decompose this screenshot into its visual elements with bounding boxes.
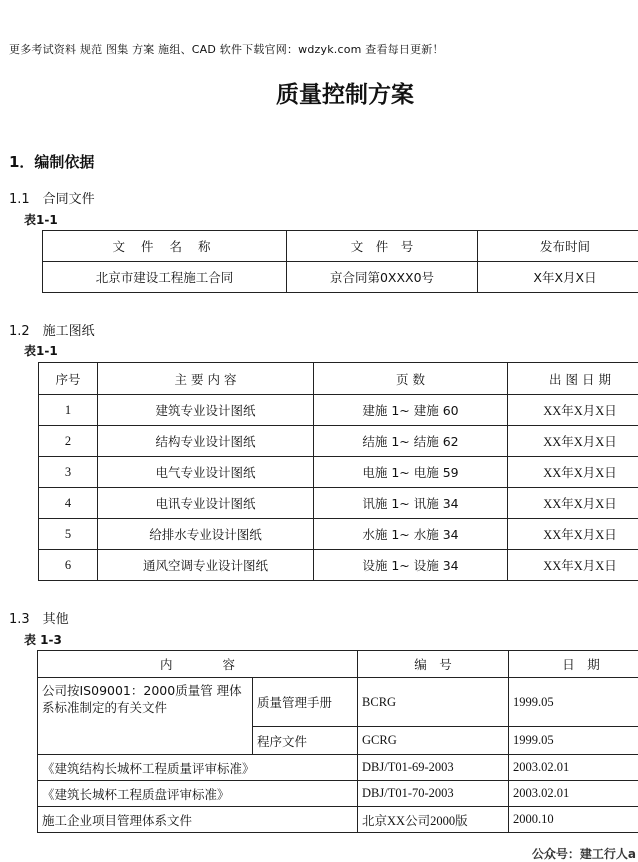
table-row [39,550,638,581]
table-cell: 给排水专业设计图纸 [98,519,314,550]
page-title: 质量控制方案 [0,76,638,109]
table-label-1-1: 表1-1 [24,211,58,228]
table-row [38,755,638,781]
table-cell: 1999.05 [509,727,638,755]
table-cell: 电施 1~ 电施 59 [314,457,508,488]
table-header-cell: 日 期 [509,651,638,678]
table-cell: DBJ/T01-70-2003 [358,781,509,807]
table-header-cell: 编 号 [358,651,509,678]
table-cell: XX年X月X日 [508,550,638,581]
table-row [43,262,638,293]
table-header-cell: 文 件 号 [287,231,478,262]
table-cell: 通风空调专业设计图纸 [98,550,314,581]
table-cell: 2000.10 [509,807,638,833]
table-cell: XX年X月X日 [508,395,638,426]
table-row [39,426,638,457]
table-cell: 建施 1~ 建施 60 [314,395,508,426]
table-cell: 《建筑结构长城杯工程质量评审标准》 [38,755,358,781]
other-docs-table [37,650,638,833]
table-cell: DBJ/T01-69-2003 [358,755,509,781]
table-header-cell: 文 件 名 称 [43,231,287,262]
table-row [38,807,638,833]
table-row [38,781,638,807]
table-cell: GCRG [358,727,509,755]
table-cell: 1 [39,395,98,426]
table-row [38,678,638,727]
contract-table [42,230,638,293]
table-row [39,457,638,488]
section-heading-1-1: 1.1 合同文件 [9,188,95,207]
table-cell: 公司按IS09001：2000质量管 理体系标准制定的有关文件 [38,678,253,755]
table-cell: 3 [39,457,98,488]
table-cell: BCRG [358,678,509,727]
table-cell: 京合同第0XXX0号 [287,262,478,293]
table-cell: 6 [39,550,98,581]
table-cell: 2003.02.01 [509,781,638,807]
table-cell: XX年X月X日 [508,426,638,457]
section-heading-1: 1．编制依据 [9,151,94,172]
table-cell: XX年X月X日 [508,488,638,519]
table-cell: 北京XX公司2000版 [358,807,509,833]
table-header-cell: 出 图 日 期 [508,363,638,395]
table-cell: X年X月X日 [478,262,638,293]
table-cell: 电讯专业设计图纸 [98,488,314,519]
footer-watermark: 公众号：建工行人a [532,845,636,862]
table-label-1-2: 表1-1 [24,342,58,359]
table-cell: 北京市建设工程施工合同 [43,262,287,293]
table-cell: XX年X月X日 [508,519,638,550]
table-cell: 《建筑长城杯工程质盘评审标准》 [38,781,358,807]
section-heading-1-3: 1.3 其他 [9,608,69,627]
table-header-cell: 主 要 内 容 [98,363,314,395]
table-label-1-3: 表 1-3 [24,631,62,648]
table-cell: 程序文件 [253,727,358,755]
download-note: 更多考试资料 规范 图集 方案 施组、CAD 软件下载官网：wdzyk.com 查看每日更新！ [9,41,444,57]
table-cell: 讯施 1~ 讯施 34 [314,488,508,519]
table-cell: 1999.05 [509,678,638,727]
table-cell: 结施 1~ 结施 62 [314,426,508,457]
table-header-cell: 内 容 [38,651,358,678]
section-heading-1-2: 1.2 施工图纸 [9,320,95,339]
table-row [39,519,638,550]
table-cell: XX年X月X日 [508,457,638,488]
table-cell: 设施 1~ 设施 34 [314,550,508,581]
table-row [39,488,638,519]
table-cell: 施工企业项目管理体系文件 [38,807,358,833]
table-row [39,395,638,426]
table-cell: 电气专业设计图纸 [98,457,314,488]
table-cell: 2003.02.01 [509,755,638,781]
table-cell: 5 [39,519,98,550]
drawings-table [38,362,638,581]
table-cell: 质量管理手册 [253,678,358,727]
table-header-cell: 序号 [39,363,98,395]
table-header-cell: 发布时间 [478,231,638,262]
table-cell: 水施 1~ 水施 34 [314,519,508,550]
table-cell: 2 [39,426,98,457]
table-header-cell: 页 数 [314,363,508,395]
table-cell: 结构专业设计图纸 [98,426,314,457]
table-cell: 建筑专业设计图纸 [98,395,314,426]
table-cell: 4 [39,488,98,519]
